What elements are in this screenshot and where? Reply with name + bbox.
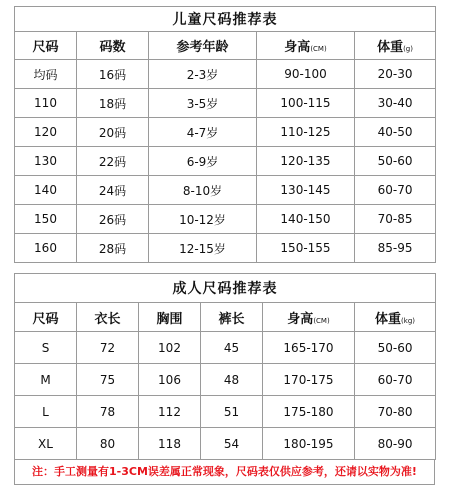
adult-cell-chest: 102: [139, 332, 201, 364]
kids-cell-weight: 50-60: [355, 147, 436, 176]
table-row: [15, 396, 436, 428]
kids-cell-age: 6-9岁: [149, 147, 257, 176]
table-row: [15, 89, 436, 118]
adult-header-height-label: 身高: [287, 311, 314, 327]
adult-cell-pants: 51: [201, 396, 263, 428]
kids-cell-size: 110: [15, 89, 77, 118]
kids-cell-height: 150-155: [257, 234, 355, 263]
adult-cell-length: 75: [77, 364, 139, 396]
adult-cell-size: M: [15, 364, 77, 396]
adult-cell-pants: 45: [201, 332, 263, 364]
kids-cell-age: 4-7岁: [149, 118, 257, 147]
adult-header-size: 尺码: [15, 303, 77, 332]
kids-cell-code: 22码: [77, 147, 149, 176]
kids-cell-weight: 20-30: [355, 60, 436, 89]
kids-cell-code: 26码: [77, 205, 149, 234]
adult-cell-height: 175-180: [263, 396, 355, 428]
kids-cell-age: 12-15岁: [149, 234, 257, 263]
kids-cell-height: 120-135: [257, 147, 355, 176]
kids-header-age: 参考年龄: [149, 32, 257, 60]
kids-header-height-label: 身高: [284, 40, 311, 55]
kids-cell-age: 3-5岁: [149, 89, 257, 118]
table-row: [15, 176, 436, 205]
adult-cell-weight: 80-90: [355, 428, 436, 460]
adult-cell-pants: 54: [201, 428, 263, 460]
table-row: [15, 118, 436, 147]
adult-cell-length: 80: [77, 428, 139, 460]
adult-table-title: 成人尺码推荐表: [15, 274, 436, 303]
kids-header-weight-unit: (g): [403, 45, 413, 53]
adult-cell-length: 72: [77, 332, 139, 364]
adult-header-pants: 裤长: [201, 303, 263, 332]
kids-cell-size: 120: [15, 118, 77, 147]
kids-cell-height: 110-125: [257, 118, 355, 147]
kids-cell-age: 8-10岁: [149, 176, 257, 205]
kids-table-title: 儿童尺码推荐表: [15, 7, 436, 32]
adult-header-weight-unit: (kg): [401, 316, 416, 325]
kids-cell-size: 130: [15, 147, 77, 176]
adult-cell-chest: 112: [139, 396, 201, 428]
table-row: [15, 60, 436, 89]
kids-cell-code: 28码: [77, 234, 149, 263]
adult-cell-weight: 60-70: [355, 364, 436, 396]
adult-cell-height: 180-195: [263, 428, 355, 460]
kids-header-row: [15, 32, 436, 60]
kids-size-table: [14, 6, 436, 263]
adult-cell-weight: 70-80: [355, 396, 436, 428]
adult-cell-size: S: [15, 332, 77, 364]
adult-size-table: [14, 273, 436, 460]
kids-cell-code: 24码: [77, 176, 149, 205]
kids-cell-size: 均码: [15, 60, 77, 89]
kids-cell-age: 10-12岁: [149, 205, 257, 234]
adult-cell-weight: 50-60: [355, 332, 436, 364]
adult-header-weight: [355, 303, 436, 332]
kids-header-weight-label: 体重: [377, 40, 404, 55]
adult-header-height: [263, 303, 355, 332]
kids-cell-height: 100-115: [257, 89, 355, 118]
size-chart: [14, 6, 435, 478]
kids-cell-weight: 85-95: [355, 234, 436, 263]
adult-cell-size: L: [15, 396, 77, 428]
table-row: [15, 205, 436, 234]
adult-cell-pants: 48: [201, 364, 263, 396]
table-row: [15, 234, 436, 263]
kids-header-height: [257, 32, 355, 60]
table-row: [15, 428, 436, 460]
kids-header-code: 码数: [77, 32, 149, 60]
kids-header-size: 尺码: [15, 32, 77, 60]
kids-cell-size: 150: [15, 205, 77, 234]
kids-cell-weight: 40-50: [355, 118, 436, 147]
adult-cell-length: 78: [77, 396, 139, 428]
kids-header-weight: [355, 32, 436, 60]
adult-header-chest: 胸围: [139, 303, 201, 332]
kids-cell-height: 140-150: [257, 205, 355, 234]
kids-cell-weight: 70-85: [355, 205, 436, 234]
adult-header-weight-label: 体重: [375, 311, 402, 327]
adult-cell-size: XL: [15, 428, 77, 460]
kids-cell-weight: 30-40: [355, 89, 436, 118]
adult-cell-chest: 106: [139, 364, 201, 396]
kids-cell-code: 18码: [77, 89, 149, 118]
kids-cell-code: 20码: [77, 118, 149, 147]
kids-cell-height: 130-145: [257, 176, 355, 205]
adult-header-row: [15, 303, 436, 332]
kids-cell-age: 2-3岁: [149, 60, 257, 89]
kids-cell-height: 90-100: [257, 60, 355, 89]
kids-header-height-unit: (CM): [310, 45, 327, 53]
kids-cell-size: 160: [15, 234, 77, 263]
kids-cell-code: 16码: [77, 60, 149, 89]
adult-header-length: 衣长: [77, 303, 139, 332]
adult-cell-height: 165-170: [263, 332, 355, 364]
disclaimer-note: 注：手工测量有1-3CM误差属正常现象，尺码表仅供应参考，还请以实物为准!: [14, 460, 435, 485]
adult-cell-height: 170-175: [263, 364, 355, 396]
adult-header-height-unit: (CM): [313, 316, 330, 325]
table-row: [15, 147, 436, 176]
table-row: [15, 332, 436, 364]
adult-cell-chest: 118: [139, 428, 201, 460]
kids-cell-weight: 60-70: [355, 176, 436, 205]
table-row: [15, 364, 436, 396]
kids-cell-size: 140: [15, 176, 77, 205]
